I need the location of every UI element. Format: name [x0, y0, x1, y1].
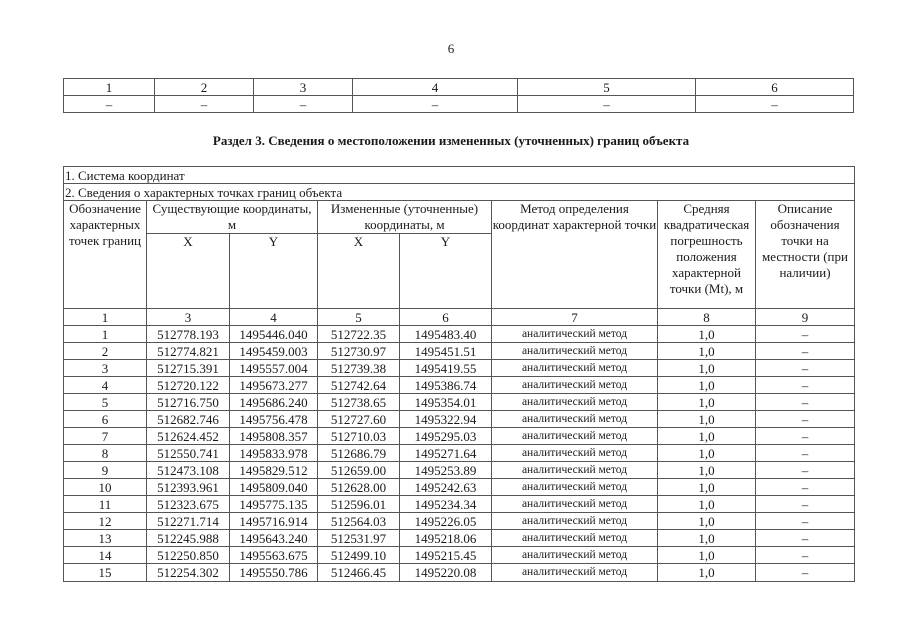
- top-table-row: [64, 96, 854, 113]
- error-header: Средняя квадратическая погрешность положения характерной точки (Mt), м: [658, 201, 756, 309]
- mean-error-cell: 1,0: [658, 496, 756, 513]
- method-cell: аналитический метод: [492, 343, 658, 360]
- top-table-header-cell: 2: [155, 79, 254, 96]
- top-table-header-cell: 6: [696, 79, 854, 96]
- changed-x-cell: 512564.03: [318, 513, 400, 530]
- existing-y-cell: 1495829.512: [230, 462, 318, 479]
- mean-error-cell: 1,0: [658, 513, 756, 530]
- top-table-cell: –: [254, 96, 353, 113]
- description-cell: –: [756, 513, 855, 530]
- method-cell: аналитический метод: [492, 513, 658, 530]
- changed-y-cell: 1495354.01: [400, 394, 492, 411]
- method-cell: аналитический метод: [492, 360, 658, 377]
- changed-y-cell: 1495419.55: [400, 360, 492, 377]
- table-row: [64, 479, 855, 496]
- point-number-cell: 5: [64, 394, 147, 411]
- method-cell: аналитический метод: [492, 445, 658, 462]
- existing-y-cell: 1495833.978: [230, 445, 318, 462]
- method-cell: аналитический метод: [492, 394, 658, 411]
- existing-x-cell: 512720.122: [147, 377, 230, 394]
- point-number-cell: 9: [64, 462, 147, 479]
- boundary-points-table: [63, 166, 855, 582]
- top-table-cell: –: [518, 96, 696, 113]
- description-cell: –: [756, 445, 855, 462]
- page-number: 6: [447, 41, 455, 56]
- top-table-header-cell: 3: [254, 79, 353, 96]
- point-number-cell: 8: [64, 445, 147, 462]
- description-cell: –: [756, 411, 855, 428]
- table-row: [64, 496, 855, 513]
- column-number: 1: [64, 309, 147, 326]
- column-number: 3: [147, 309, 230, 326]
- existing-y-cell: 1495550.786: [230, 564, 318, 582]
- points-info-label: 2. Сведения о характерных точках границ объекта: [64, 184, 855, 201]
- description-cell: –: [756, 326, 855, 343]
- changed-y-cell: 1495483.40: [400, 326, 492, 343]
- existing-y-cell: 1495563.675: [230, 547, 318, 564]
- coord-system-row: [64, 167, 855, 184]
- top-table-cell: –: [696, 96, 854, 113]
- mean-error-cell: 1,0: [658, 530, 756, 547]
- point-number-cell: 7: [64, 428, 147, 445]
- table-row: [64, 428, 855, 445]
- top-table-header-row: [64, 79, 854, 96]
- table-row: [64, 445, 855, 462]
- changed-y-cell: 1495218.06: [400, 530, 492, 547]
- changed-x-cell: 512742.64: [318, 377, 400, 394]
- existing-x-cell: 512778.193: [147, 326, 230, 343]
- point-number-cell: 11: [64, 496, 147, 513]
- point-number-cell: 6: [64, 411, 147, 428]
- description-cell: –: [756, 462, 855, 479]
- existing-y-cell: 1495446.040: [230, 326, 318, 343]
- existing-x-cell: 512250.850: [147, 547, 230, 564]
- method-cell: аналитический метод: [492, 462, 658, 479]
- existing-coords-header: Существующие координаты, м: [147, 201, 318, 234]
- changed-x-cell: 512739.38: [318, 360, 400, 377]
- method-cell: аналитический метод: [492, 411, 658, 428]
- column-number: 4: [230, 309, 318, 326]
- mean-error-cell: 1,0: [658, 411, 756, 428]
- existing-y-cell: 1495809.040: [230, 479, 318, 496]
- column-number: 9: [756, 309, 855, 326]
- point-number-cell: 14: [64, 547, 147, 564]
- changed-x-cell: 512686.79: [318, 445, 400, 462]
- method-cell: аналитический метод: [492, 479, 658, 496]
- changed-y-cell: 1495322.94: [400, 411, 492, 428]
- changed-y-cell: 1495242.63: [400, 479, 492, 496]
- existing-x-cell: 512245.988: [147, 530, 230, 547]
- existing-x-cell: 512323.675: [147, 496, 230, 513]
- existing-x-cell: 512682.746: [147, 411, 230, 428]
- description-cell: –: [756, 479, 855, 496]
- table-row: [64, 326, 855, 343]
- method-cell: аналитический метод: [492, 377, 658, 394]
- existing-x-cell: 512473.108: [147, 462, 230, 479]
- changed-y-cell: 1495451.51: [400, 343, 492, 360]
- point-number-cell: 13: [64, 530, 147, 547]
- method-cell: аналитический метод: [492, 428, 658, 445]
- mean-error-cell: 1,0: [658, 428, 756, 445]
- changed-x-cell: 512531.97: [318, 530, 400, 547]
- mean-error-cell: 1,0: [658, 377, 756, 394]
- existing-x-cell: 512550.741: [147, 445, 230, 462]
- changed-y-cell: 1495220.08: [400, 564, 492, 582]
- changed-y-cell: 1495386.74: [400, 377, 492, 394]
- changed-x-cell: 512722.35: [318, 326, 400, 343]
- changed-y-cell: 1495271.64: [400, 445, 492, 462]
- changed-x-cell: 512628.00: [318, 479, 400, 496]
- changed-x-cell: 512727.60: [318, 411, 400, 428]
- point-number-cell: 4: [64, 377, 147, 394]
- description-cell: –: [756, 377, 855, 394]
- changed-coords-header: Измененные (уточненные) координаты, м: [318, 201, 492, 234]
- method-cell: аналитический метод: [492, 547, 658, 564]
- changed-x-header: X: [318, 234, 400, 309]
- designation-header: Обозначение характерных точек границ: [64, 201, 147, 309]
- mean-error-cell: 1,0: [658, 394, 756, 411]
- point-number-cell: 10: [64, 479, 147, 496]
- description-cell: –: [756, 343, 855, 360]
- existing-x-cell: 512271.714: [147, 513, 230, 530]
- existing-y-cell: 1495716.914: [230, 513, 318, 530]
- mean-error-cell: 1,0: [658, 360, 756, 377]
- table-row: [64, 411, 855, 428]
- description-cell: –: [756, 394, 855, 411]
- changed-y-header: Y: [400, 234, 492, 309]
- description-cell: –: [756, 530, 855, 547]
- changed-x-cell: 512659.00: [318, 462, 400, 479]
- coord-system-label: 1. Система координат: [64, 167, 855, 184]
- mean-error-cell: 1,0: [658, 547, 756, 564]
- table-row: [64, 513, 855, 530]
- mean-error-cell: 1,0: [658, 343, 756, 360]
- top-table-header-cell: 5: [518, 79, 696, 96]
- existing-x-cell: 512716.750: [147, 394, 230, 411]
- point-number-cell: 15: [64, 564, 147, 582]
- top-table-header-cell: 1: [64, 79, 155, 96]
- existing-y-cell: 1495643.240: [230, 530, 318, 547]
- point-number-cell: 3: [64, 360, 147, 377]
- existing-y-cell: 1495808.357: [230, 428, 318, 445]
- column-number: 7: [492, 309, 658, 326]
- method-cell: аналитический метод: [492, 530, 658, 547]
- changed-y-cell: 1495295.03: [400, 428, 492, 445]
- existing-y-cell: 1495673.277: [230, 377, 318, 394]
- existing-y-cell: 1495459.003: [230, 343, 318, 360]
- changed-y-cell: 1495234.34: [400, 496, 492, 513]
- existing-y-cell: 1495557.004: [230, 360, 318, 377]
- existing-x-cell: 512393.961: [147, 479, 230, 496]
- mean-error-cell: 1,0: [658, 479, 756, 496]
- existing-x-cell: 512624.452: [147, 428, 230, 445]
- method-header: Метод определения координат характерной точки: [492, 201, 658, 309]
- top-table-cell: –: [64, 96, 155, 113]
- description-cell: –: [756, 428, 855, 445]
- existing-y-cell: 1495756.478: [230, 411, 318, 428]
- column-number: 6: [400, 309, 492, 326]
- existing-x-header: X: [147, 234, 230, 309]
- changed-x-cell: 512499.10: [318, 547, 400, 564]
- section-title: Раздел 3. Сведения о местоположении измененных (уточненных) границ объекта: [212, 133, 690, 148]
- point-number-cell: 1: [64, 326, 147, 343]
- table-row: [64, 564, 855, 582]
- changed-y-cell: 1495215.45: [400, 547, 492, 564]
- mean-error-cell: 1,0: [658, 445, 756, 462]
- table-row: [64, 343, 855, 360]
- table-row: [64, 360, 855, 377]
- existing-x-cell: 512715.391: [147, 360, 230, 377]
- existing-x-cell: 512774.821: [147, 343, 230, 360]
- existing-x-cell: 512254.302: [147, 564, 230, 582]
- existing-y-cell: 1495686.240: [230, 394, 318, 411]
- changed-y-cell: 1495226.05: [400, 513, 492, 530]
- table-row: [64, 394, 855, 411]
- table-row: [64, 547, 855, 564]
- description-cell: –: [756, 564, 855, 582]
- changed-x-cell: 512738.65: [318, 394, 400, 411]
- points-info-row: [64, 184, 855, 201]
- top-table: [63, 78, 854, 113]
- top-table-cell: –: [353, 96, 518, 113]
- table-row: [64, 530, 855, 547]
- table-row: [64, 377, 855, 394]
- changed-x-cell: 512730.97: [318, 343, 400, 360]
- changed-y-cell: 1495253.89: [400, 462, 492, 479]
- method-cell: аналитический метод: [492, 326, 658, 343]
- point-number-cell: 2: [64, 343, 147, 360]
- changed-x-cell: 512710.03: [318, 428, 400, 445]
- column-numbers-row: [64, 309, 855, 326]
- mean-error-cell: 1,0: [658, 326, 756, 343]
- header-row: [64, 201, 855, 234]
- table-row: [64, 462, 855, 479]
- column-number: 8: [658, 309, 756, 326]
- mean-error-cell: 1,0: [658, 564, 756, 582]
- existing-y-header: Y: [230, 234, 318, 309]
- description-cell: –: [756, 496, 855, 513]
- existing-y-cell: 1495775.135: [230, 496, 318, 513]
- point-number-cell: 12: [64, 513, 147, 530]
- top-table-cell: –: [155, 96, 254, 113]
- column-number: 5: [318, 309, 400, 326]
- method-cell: аналитический метод: [492, 564, 658, 582]
- top-table-header-cell: 4: [353, 79, 518, 96]
- changed-x-cell: 512466.45: [318, 564, 400, 582]
- method-cell: аналитический метод: [492, 496, 658, 513]
- description-header: Описание обозначения точки на местности (при наличии): [756, 201, 855, 309]
- description-cell: –: [756, 360, 855, 377]
- changed-x-cell: 512596.01: [318, 496, 400, 513]
- description-cell: –: [756, 547, 855, 564]
- mean-error-cell: 1,0: [658, 462, 756, 479]
